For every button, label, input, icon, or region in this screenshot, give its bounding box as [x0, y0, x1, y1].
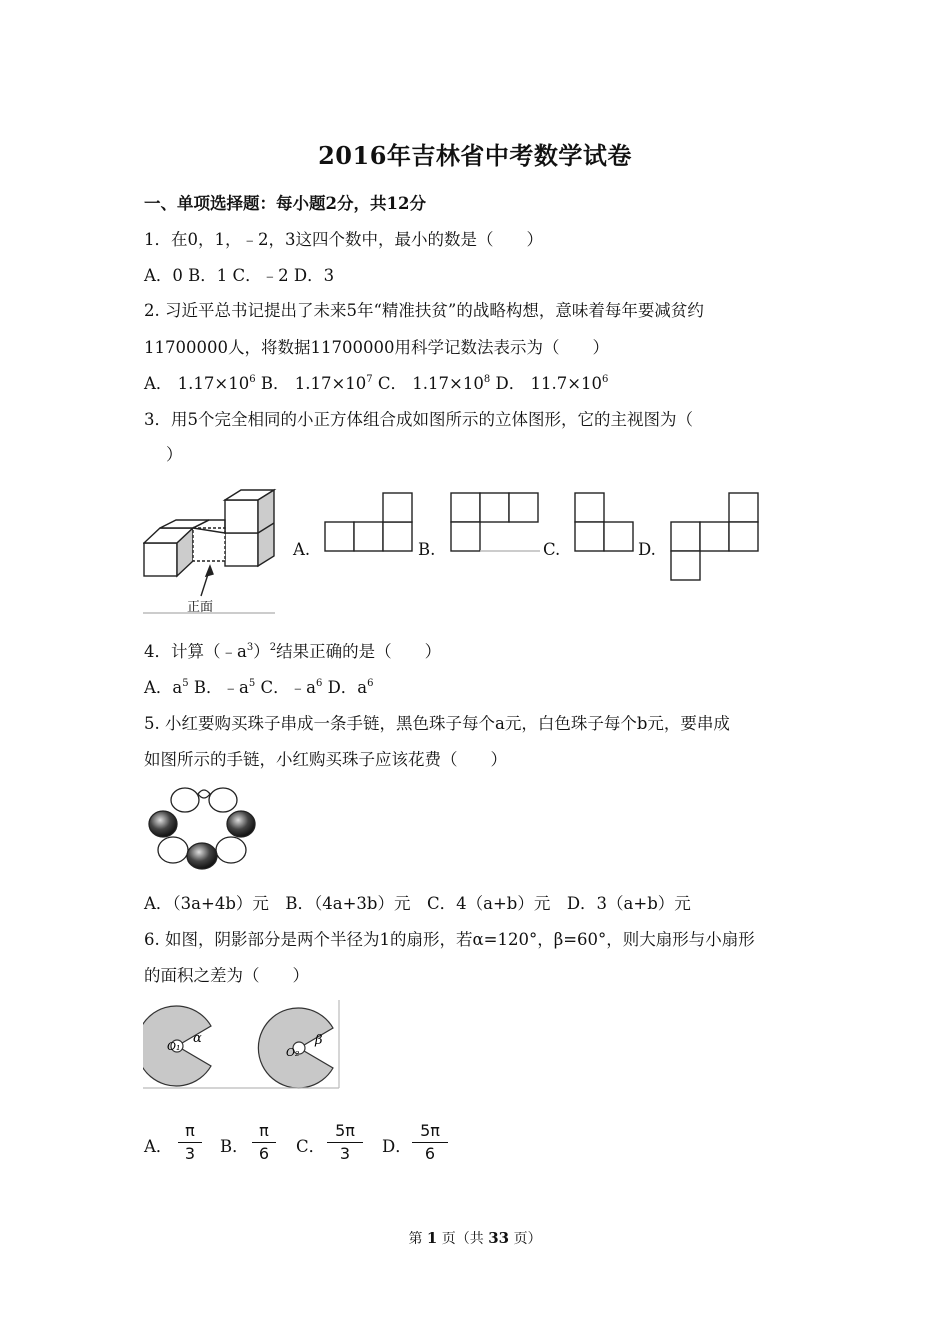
o2-label: O₂: [286, 1046, 300, 1059]
q5-stem-line2: 如图所示的手链，小红购买珠子应该花费（ ）: [144, 750, 507, 769]
q3-option-d-figure: [670, 490, 762, 582]
q4-stem: 4．计算$(﹣a^3)^2$结果正确的是（ ）: [144, 642, 442, 661]
q6-option-d-fraction: 5π 6: [412, 1121, 448, 1164]
q2-options: A． $1.17\times 10^6$ B． $1.17\times 10^7$ C． $1.17\times 10^8$ D． $11.7\times 10^6$: [144, 374, 609, 393]
q6-option-b-label: B．: [220, 1137, 249, 1156]
q2-stem-line2: 11700000人，将数据11700000用科学记数法表示为（ ）: [144, 338, 609, 357]
q3-solid-figure: [143, 488, 278, 616]
q6-sectors-figure: [143, 1000, 341, 1092]
alpha-label: α: [193, 1031, 202, 1046]
q3-option-a-figure: [324, 490, 416, 554]
q3-option-d-label: D.: [638, 540, 656, 559]
q2-stem-line1: 2. 习近平总书记提出了未来5年“精准扶贫”的战略构想，意味着每年要减贫约: [144, 301, 704, 320]
q5-stem-line1: 5. 小红要购买珠子串成一条手链，黑色珠子每个a元，白色珠子每个b元，要串成: [144, 714, 730, 733]
q5-bracelet-figure: [143, 784, 261, 870]
q6-option-b-fraction: π 6: [252, 1121, 276, 1164]
page-footer: 第 1 页（共 33 页）: [408, 1229, 542, 1247]
q1-stem: 1．在0，1，﹣2，3这四个数中，最小的数是（ ）: [144, 230, 543, 249]
q6-option-d-label: D．: [382, 1137, 412, 1156]
o1-label: O₁: [167, 1040, 181, 1053]
q4-options: A．$a^5$ B．$﹣a^5$ C．$﹣a^6$ D．$a^6$: [144, 678, 374, 697]
q3-option-b-label: B.: [418, 540, 436, 559]
q6-option-a-label: A．: [144, 1137, 173, 1156]
q3-option-c-label: C.: [543, 540, 561, 559]
page-title: 2016年吉林省中考数学试卷: [318, 141, 632, 170]
q1-options: A．0 B．1 C．﹣2 D．3: [144, 266, 335, 285]
q3-option-a-label: A.: [293, 540, 311, 559]
q6-stem-line1: 6. 如图，阴影部分是两个半径为1的扇形，若α=120°，β=60°，则大扇形与小扇形: [144, 930, 755, 949]
q3-stem-line1: 3．用5个完全相同的小正方体组合成如图所示的立体图形，它的主视图为（: [144, 410, 693, 429]
q3-stem-line2: ）: [166, 445, 183, 464]
q3-option-c-figure: [574, 490, 638, 554]
q5-options: A．（3a+4b）元 B．（4a+3b）元 C．4（a+b）元 D．3（a+b）元: [144, 894, 691, 913]
q6-option-a-fraction: π 3: [178, 1121, 202, 1164]
q3-option-b-figure: [450, 490, 542, 554]
q3-front-label: 正面: [187, 600, 214, 615]
beta-label: β: [315, 1033, 323, 1048]
q6-option-c-fraction: 5π 3: [327, 1121, 363, 1164]
section-heading: 一、单项选择题：每小题2分，共12分: [144, 194, 426, 213]
q6-option-c-label: C．: [296, 1137, 326, 1156]
q6-stem-line2: 的面积之差为（ ）: [144, 966, 309, 985]
